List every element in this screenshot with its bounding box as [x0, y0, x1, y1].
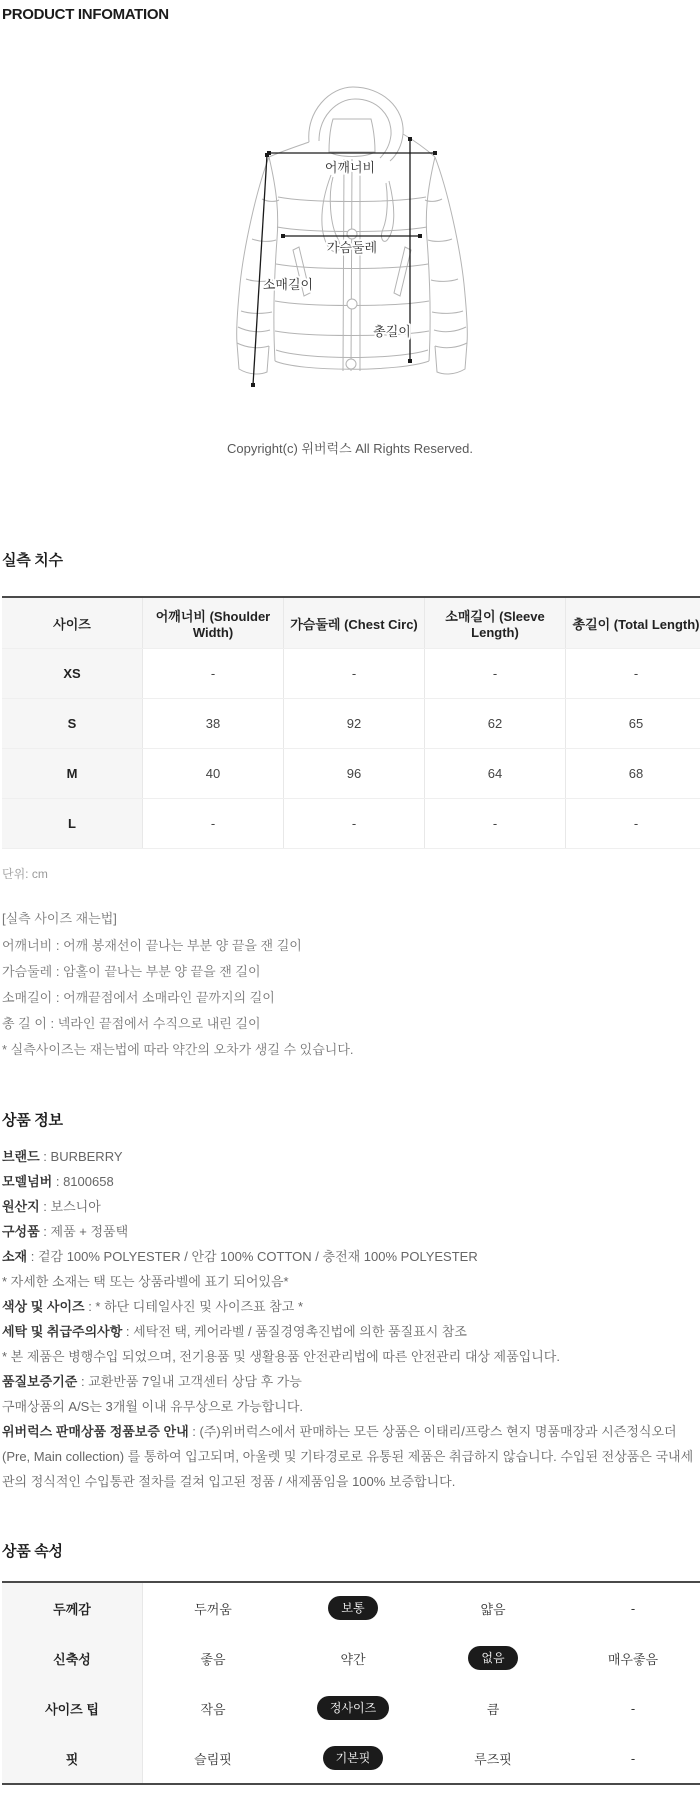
info-label: 원산지	[2, 1199, 40, 1214]
attribute-label: 핏	[2, 1733, 143, 1784]
info-label: 브랜드	[2, 1149, 40, 1164]
attribute-option	[283, 1683, 423, 1733]
attribute-option	[143, 1582, 284, 1633]
size-table-header: 어깨너비 (Shoulder Width)	[143, 597, 284, 649]
size-value-cell: 92	[284, 699, 425, 749]
attribute-row	[2, 1582, 700, 1633]
info-line	[2, 1319, 698, 1344]
size-value-cell: 96	[284, 749, 425, 799]
info-value: : BURBERRY	[40, 1149, 123, 1164]
info-value: : 8100658	[52, 1174, 113, 1189]
info-value: : 보스니아	[40, 1199, 101, 1214]
option-text: 매우좋음	[608, 1652, 658, 1667]
info-value: : * 하단 디테일사진 및 사이즈표 참고 *	[85, 1299, 303, 1314]
attribute-option	[423, 1733, 563, 1784]
attribute-option	[143, 1733, 284, 1784]
guide-line: 소매길이 : 어깨끝점에서 소매라인 끝까지의 길이	[2, 985, 698, 1011]
size-value-cell: 38	[143, 699, 284, 749]
total-length-label: 총길이	[373, 324, 411, 339]
attribute-row	[2, 1683, 700, 1733]
option-text: 좋음	[200, 1652, 225, 1667]
jacket-diagram	[180, 79, 520, 394]
option-text: 루즈핏	[474, 1752, 512, 1767]
measurement-labels	[263, 160, 411, 339]
attribute-option	[563, 1733, 700, 1784]
attribute-option	[423, 1683, 563, 1733]
size-value-cell: -	[143, 649, 284, 699]
info-label: 색상 및 사이즈	[2, 1299, 85, 1314]
measure-guide	[2, 933, 698, 1063]
info-line	[2, 1144, 698, 1169]
info-label: 위버럭스 판매상품 정품보증 안내	[2, 1424, 189, 1439]
option-text: -	[631, 1701, 635, 1716]
size-value-cell: -	[425, 649, 566, 699]
attribute-row	[2, 1733, 700, 1784]
info-value: : 세탁전 택, 케어라벨 / 품질경영촉진법에 의한 품질표시 참조	[122, 1324, 467, 1339]
size-table-header: 사이즈	[2, 597, 143, 649]
info-label: 세탁 및 취급주의사항	[2, 1324, 122, 1339]
attribute-option	[283, 1733, 423, 1784]
attribute-row	[2, 1633, 700, 1683]
info-label: 소재	[2, 1249, 27, 1264]
size-diagram-section	[2, 79, 698, 457]
attributes-table	[2, 1581, 700, 1785]
size-value-cell: 68	[566, 749, 700, 799]
attribute-label: 신축성	[2, 1633, 143, 1683]
product-info-list	[2, 1144, 698, 1494]
attribute-label: 두께감	[2, 1582, 143, 1633]
info-line	[2, 1219, 698, 1244]
size-value-cell: -	[284, 649, 425, 699]
guide-line: 어깨너비 : 어깨 봉재선이 끝나는 부분 양 끝을 잰 길이	[2, 933, 698, 959]
info-label: 모델넘버	[2, 1174, 52, 1189]
size-table-row	[2, 799, 700, 849]
info-value: : 제품 + 정품택	[40, 1224, 128, 1239]
info-label: 구성품	[2, 1224, 40, 1239]
measure-guide-title: [실측 사이즈 재는법]	[2, 908, 698, 927]
size-table-header: 총길이 (Total Length)	[566, 597, 700, 649]
attributes-heading: 상품 속성	[2, 1540, 698, 1561]
info-line	[2, 1294, 698, 1319]
attribute-option	[563, 1633, 700, 1683]
info-value: * 본 제품은 병행수입 되었으며, 전기용품 및 생활용품 안전관리법에 따른 안전관리 대상 제품입니다.	[2, 1349, 560, 1364]
copyright-text: Copyright(c) 위버럭스 All Rights Reserved.	[2, 438, 698, 457]
attribute-option	[283, 1582, 423, 1633]
attribute-option	[143, 1683, 284, 1733]
selected-option-badge: 보통	[328, 1596, 377, 1620]
attribute-option	[423, 1582, 563, 1633]
option-text: 약간	[340, 1652, 365, 1667]
info-value: : 교환반품 7일내 고객센터 상담 후 가능	[77, 1374, 302, 1389]
size-value-cell: -	[566, 649, 700, 699]
info-value: : (주)위버럭스에서 판매하는 모든 상품은 이태리/프랑스 현지 명품매장과 시즌정식오더 (Pre, Main collection) 를 통하여 입고되며, 아울렛 및 기타경로로 유통된 제품은 취급하지 않습니다. 수입된 전상품은 국내세관의 정식적인 수입통관 절차를 걸쳐 입고된 정품 / 새제품임을 100% 보증합니다.	[2, 1424, 693, 1489]
size-table-header-row	[2, 597, 700, 649]
size-section-heading: 실측 치수	[2, 549, 698, 570]
info-line	[2, 1194, 698, 1219]
info-value: 구매상품의 A/S는 3개월 이내 유무상으로 가능합니다.	[2, 1399, 303, 1414]
size-table-row	[2, 699, 700, 749]
info-value: : 겉감 100% POLYESTER / 안감 100% COTTON / 충전재 100% POLYESTER	[27, 1249, 478, 1264]
product-info-heading: 상품 정보	[2, 1109, 698, 1130]
option-text: 슬림핏	[194, 1752, 232, 1767]
size-value-cell: -	[143, 799, 284, 849]
page-title: PRODUCT INFOMATION	[2, 6, 698, 23]
info-line	[2, 1419, 698, 1494]
info-line	[2, 1269, 698, 1294]
selected-option-badge: 기본핏	[323, 1746, 384, 1770]
option-text: 얇음	[480, 1602, 505, 1617]
size-value-cell: 65	[566, 699, 700, 749]
size-table	[2, 596, 700, 849]
option-text: 두꺼움	[194, 1602, 232, 1617]
attribute-option	[283, 1633, 423, 1683]
shoulder-width-label: 어깨너비	[325, 160, 375, 175]
attribute-option	[563, 1582, 700, 1633]
option-text: -	[631, 1751, 635, 1766]
option-text: -	[631, 1601, 635, 1616]
guide-line: 총 길 이 : 넥라인 끝점에서 수직으로 내린 길이	[2, 1011, 698, 1037]
chest-circ-label: 가슴둘레	[327, 240, 377, 255]
size-table-header: 가슴둘레 (Chest Circ)	[284, 597, 425, 649]
size-name-cell: M	[2, 749, 143, 799]
info-value: * 자세한 소재는 택 또는 상품라벨에 표기 되어있음*	[2, 1274, 289, 1289]
size-table-row	[2, 749, 700, 799]
info-line	[2, 1344, 698, 1369]
size-value-cell: -	[566, 799, 700, 849]
unit-note: 단위: cm	[2, 865, 698, 882]
size-value-cell: -	[284, 799, 425, 849]
info-line	[2, 1369, 698, 1394]
selected-option-badge: 없음	[468, 1646, 517, 1670]
size-value-cell: 62	[425, 699, 566, 749]
jacket-drawing	[237, 87, 468, 374]
size-value-cell: 64	[425, 749, 566, 799]
info-line	[2, 1244, 698, 1269]
info-line	[2, 1169, 698, 1194]
info-label: 품질보증기준	[2, 1374, 77, 1389]
guide-line: * 실측사이즈는 재는법에 따라 약간의 오차가 생길 수 있습니다.	[2, 1037, 698, 1063]
option-text: 작음	[200, 1702, 225, 1717]
selected-option-badge: 정사이즈	[317, 1696, 389, 1720]
option-text: 큼	[487, 1702, 500, 1717]
size-value-cell: -	[425, 799, 566, 849]
guide-line: 가슴둘레 : 암홀이 끝나는 부분 양 끝을 잰 길이	[2, 959, 698, 985]
size-name-cell: S	[2, 699, 143, 749]
size-table-header: 소매길이 (Sleeve Length)	[425, 597, 566, 649]
size-value-cell: 40	[143, 749, 284, 799]
attribute-option	[563, 1683, 700, 1733]
attribute-label: 사이즈 팁	[2, 1683, 143, 1733]
attribute-option	[143, 1633, 284, 1683]
info-line	[2, 1394, 698, 1419]
size-name-cell: XS	[2, 649, 143, 699]
size-table-row	[2, 649, 700, 699]
sleeve-length-label: 소매길이	[263, 277, 313, 292]
attribute-option	[423, 1633, 563, 1683]
size-name-cell: L	[2, 799, 143, 849]
